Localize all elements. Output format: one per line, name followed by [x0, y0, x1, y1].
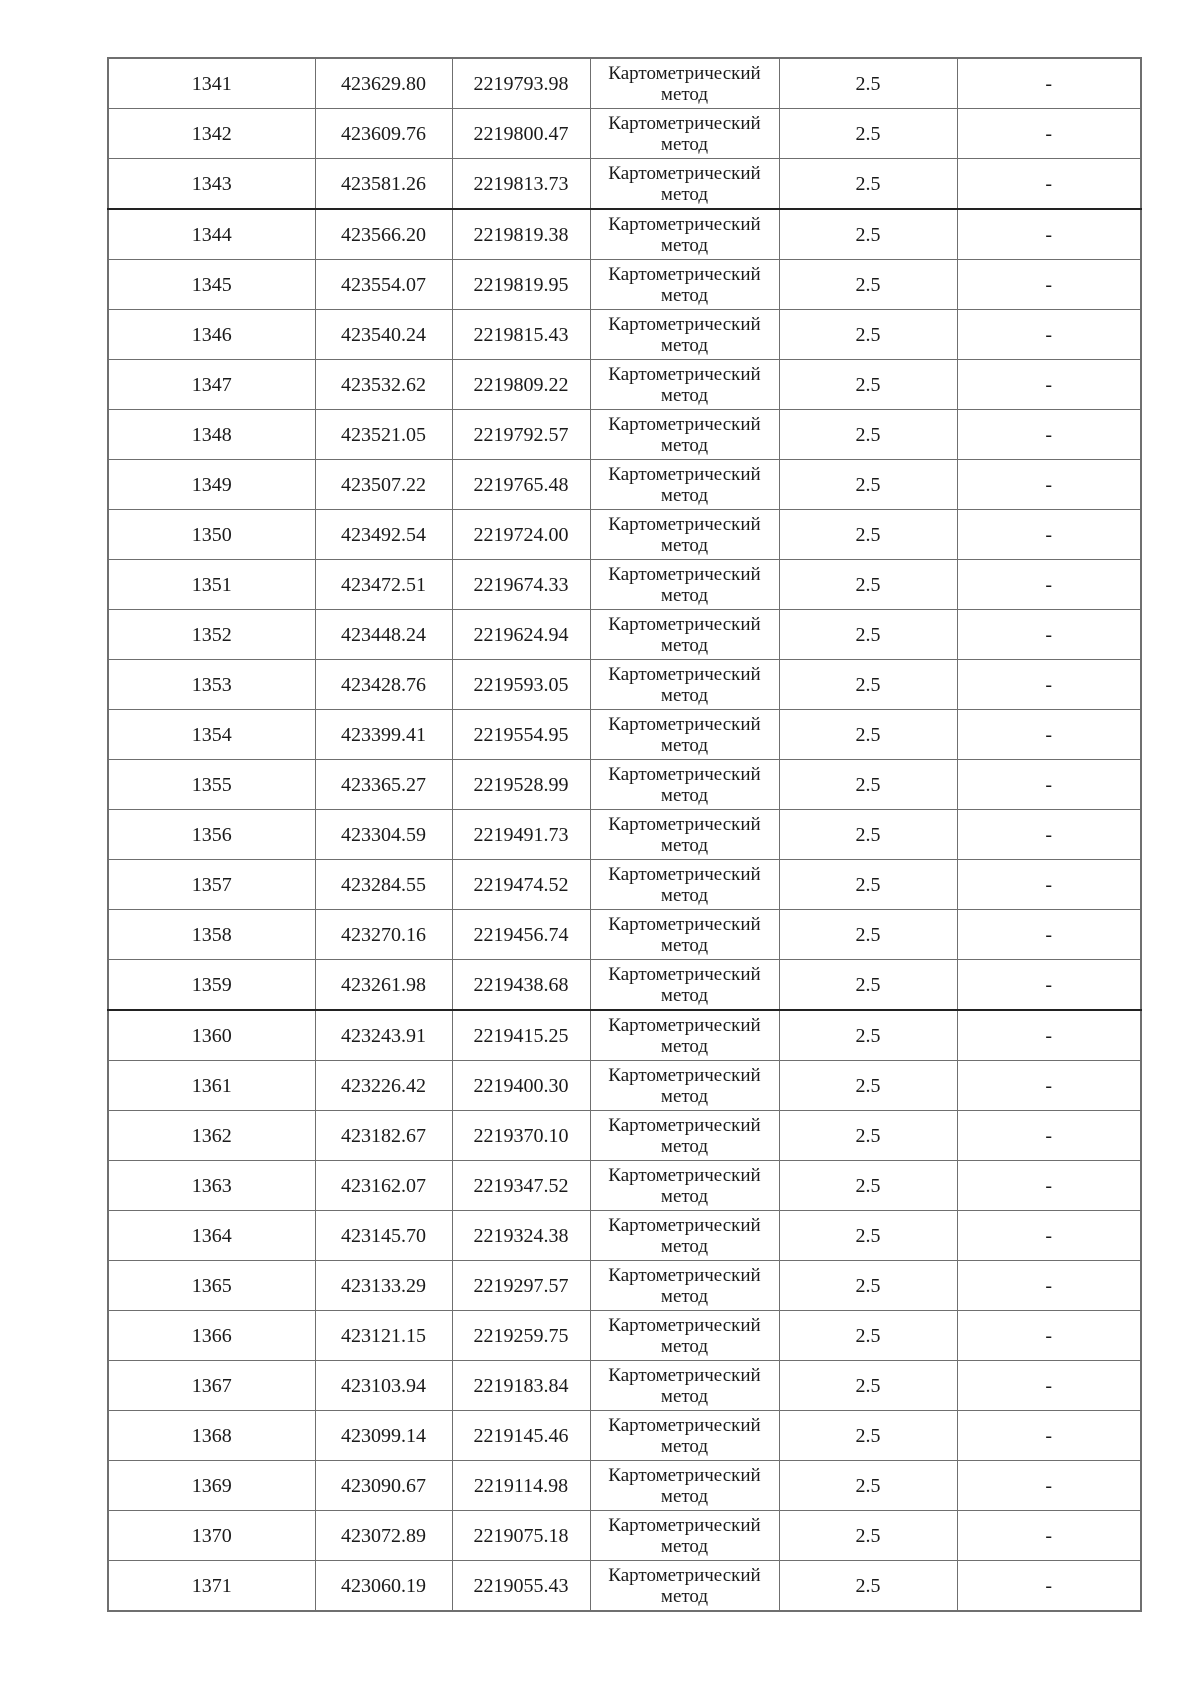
table-row	[108, 1211, 1141, 1261]
x-coordinate-cell: 423182.67	[315, 1111, 452, 1161]
point-number-cell: 1349	[108, 460, 315, 510]
method-cell: Картометрический метод	[590, 1010, 779, 1061]
method-cell: Картометрический метод	[590, 310, 779, 360]
precision-cell: 2.5	[779, 410, 957, 460]
y-coordinate-cell: 2219400.30	[452, 1061, 590, 1111]
precision-cell: 2.5	[779, 1311, 957, 1361]
precision-cell: 2.5	[779, 1261, 957, 1311]
method-cell: Картометрический метод	[590, 810, 779, 860]
precision-cell: 2.5	[779, 860, 957, 910]
point-number-cell: 1357	[108, 860, 315, 910]
point-number-cell: 1341	[108, 58, 315, 109]
table-row	[108, 510, 1141, 560]
method-cell: Картометрический метод	[590, 1461, 779, 1511]
x-coordinate-cell: 423554.07	[315, 260, 452, 310]
point-number-cell: 1347	[108, 360, 315, 410]
description-cell: -	[957, 860, 1141, 910]
table-row	[108, 1461, 1141, 1511]
description-cell: -	[957, 410, 1141, 460]
table-row	[108, 910, 1141, 960]
table-row	[108, 1111, 1141, 1161]
point-number-cell: 1359	[108, 960, 315, 1011]
table-row	[108, 1261, 1141, 1311]
table-row	[108, 410, 1141, 460]
precision-cell: 2.5	[779, 109, 957, 159]
precision-cell: 2.5	[779, 710, 957, 760]
y-coordinate-cell: 2219554.95	[452, 710, 590, 760]
description-cell: -	[957, 510, 1141, 560]
description-cell: -	[957, 660, 1141, 710]
method-cell: Картометрический метод	[590, 1161, 779, 1211]
method-cell: Картометрический метод	[590, 610, 779, 660]
method-cell: Картометрический метод	[590, 510, 779, 560]
point-number-cell: 1346	[108, 310, 315, 360]
point-number-cell: 1350	[108, 510, 315, 560]
description-cell: -	[957, 710, 1141, 760]
point-number-cell: 1358	[108, 910, 315, 960]
y-coordinate-cell: 2219765.48	[452, 460, 590, 510]
point-number-cell: 1343	[108, 159, 315, 210]
table-row	[108, 109, 1141, 159]
coordinates-table-body	[108, 58, 1141, 1611]
method-cell: Картометрический метод	[590, 860, 779, 910]
table-row	[108, 159, 1141, 210]
method-cell: Картометрический метод	[590, 1411, 779, 1461]
y-coordinate-cell: 2219819.95	[452, 260, 590, 310]
y-coordinate-cell: 2219324.38	[452, 1211, 590, 1261]
method-cell: Картометрический метод	[590, 1061, 779, 1111]
description-cell: -	[957, 310, 1141, 360]
x-coordinate-cell: 423629.80	[315, 58, 452, 109]
description-cell: -	[957, 1061, 1141, 1111]
x-coordinate-cell: 423090.67	[315, 1461, 452, 1511]
x-coordinate-cell: 423428.76	[315, 660, 452, 710]
method-cell: Картометрический метод	[590, 1561, 779, 1612]
description-cell: -	[957, 910, 1141, 960]
point-number-cell: 1364	[108, 1211, 315, 1261]
method-cell: Картометрический метод	[590, 1361, 779, 1411]
y-coordinate-cell: 2219800.47	[452, 109, 590, 159]
table-row	[108, 460, 1141, 510]
x-coordinate-cell: 423284.55	[315, 860, 452, 910]
point-number-cell: 1352	[108, 610, 315, 660]
point-number-cell: 1371	[108, 1561, 315, 1612]
precision-cell: 2.5	[779, 58, 957, 109]
precision-cell: 2.5	[779, 1161, 957, 1211]
point-number-cell: 1353	[108, 660, 315, 710]
x-coordinate-cell: 423566.20	[315, 209, 452, 260]
precision-cell: 2.5	[779, 610, 957, 660]
x-coordinate-cell: 423492.54	[315, 510, 452, 560]
method-cell: Картометрический метод	[590, 58, 779, 109]
method-cell: Картометрический метод	[590, 960, 779, 1011]
method-cell: Картометрический метод	[590, 1111, 779, 1161]
table-row	[108, 710, 1141, 760]
method-cell: Картометрический метод	[590, 560, 779, 610]
point-number-cell: 1344	[108, 209, 315, 260]
precision-cell: 2.5	[779, 1461, 957, 1511]
x-coordinate-cell: 423507.22	[315, 460, 452, 510]
precision-cell: 2.5	[779, 1411, 957, 1461]
precision-cell: 2.5	[779, 1561, 957, 1612]
precision-cell: 2.5	[779, 660, 957, 710]
method-cell: Картометрический метод	[590, 1211, 779, 1261]
x-coordinate-cell: 423521.05	[315, 410, 452, 460]
precision-cell: 2.5	[779, 460, 957, 510]
y-coordinate-cell: 2219474.52	[452, 860, 590, 910]
x-coordinate-cell: 423399.41	[315, 710, 452, 760]
method-cell: Картометрический метод	[590, 710, 779, 760]
precision-cell: 2.5	[779, 960, 957, 1011]
y-coordinate-cell: 2219593.05	[452, 660, 590, 710]
description-cell: -	[957, 960, 1141, 1011]
table-row	[108, 260, 1141, 310]
y-coordinate-cell: 2219809.22	[452, 360, 590, 410]
y-coordinate-cell: 2219145.46	[452, 1411, 590, 1461]
point-number-cell: 1348	[108, 410, 315, 460]
y-coordinate-cell: 2219491.73	[452, 810, 590, 860]
description-cell: -	[957, 760, 1141, 810]
precision-cell: 2.5	[779, 1511, 957, 1561]
description-cell: -	[957, 1511, 1141, 1561]
precision-cell: 2.5	[779, 310, 957, 360]
point-number-cell: 1366	[108, 1311, 315, 1361]
table-row	[108, 58, 1141, 109]
point-number-cell: 1369	[108, 1461, 315, 1511]
table-row	[108, 1061, 1141, 1111]
method-cell: Картометрический метод	[590, 1511, 779, 1561]
y-coordinate-cell: 2219456.74	[452, 910, 590, 960]
description-cell: -	[957, 1211, 1141, 1261]
y-coordinate-cell: 2219415.25	[452, 1010, 590, 1061]
description-cell: -	[957, 1561, 1141, 1612]
x-coordinate-cell: 423261.98	[315, 960, 452, 1011]
point-number-cell: 1363	[108, 1161, 315, 1211]
method-cell: Картометрический метод	[590, 159, 779, 210]
point-number-cell: 1368	[108, 1411, 315, 1461]
precision-cell: 2.5	[779, 760, 957, 810]
y-coordinate-cell: 2219624.94	[452, 610, 590, 660]
description-cell: -	[957, 209, 1141, 260]
y-coordinate-cell: 2219075.18	[452, 1511, 590, 1561]
table-row	[108, 1411, 1141, 1461]
y-coordinate-cell: 2219438.68	[452, 960, 590, 1011]
precision-cell: 2.5	[779, 209, 957, 260]
method-cell: Картометрический метод	[590, 209, 779, 260]
precision-cell: 2.5	[779, 560, 957, 610]
x-coordinate-cell: 423448.24	[315, 610, 452, 660]
y-coordinate-cell: 2219528.99	[452, 760, 590, 810]
y-coordinate-cell: 2219792.57	[452, 410, 590, 460]
table-row	[108, 1010, 1141, 1061]
point-number-cell: 1342	[108, 109, 315, 159]
method-cell: Картометрический метод	[590, 910, 779, 960]
x-coordinate-cell: 423145.70	[315, 1211, 452, 1261]
x-coordinate-cell: 423133.29	[315, 1261, 452, 1311]
precision-cell: 2.5	[779, 159, 957, 210]
point-number-cell: 1365	[108, 1261, 315, 1311]
table-row	[108, 1511, 1141, 1561]
point-number-cell: 1361	[108, 1061, 315, 1111]
description-cell: -	[957, 810, 1141, 860]
point-number-cell: 1356	[108, 810, 315, 860]
x-coordinate-cell: 423243.91	[315, 1010, 452, 1061]
y-coordinate-cell: 2219815.43	[452, 310, 590, 360]
y-coordinate-cell: 2219813.73	[452, 159, 590, 210]
method-cell: Картометрический метод	[590, 760, 779, 810]
description-cell: -	[957, 360, 1141, 410]
method-cell: Картометрический метод	[590, 1311, 779, 1361]
method-cell: Картометрический метод	[590, 260, 779, 310]
point-number-cell: 1345	[108, 260, 315, 310]
description-cell: -	[957, 260, 1141, 310]
x-coordinate-cell: 423099.14	[315, 1411, 452, 1461]
y-coordinate-cell: 2219793.98	[452, 58, 590, 109]
table-row	[108, 1561, 1141, 1612]
precision-cell: 2.5	[779, 260, 957, 310]
y-coordinate-cell: 2219114.98	[452, 1461, 590, 1511]
point-number-cell: 1362	[108, 1111, 315, 1161]
x-coordinate-cell: 423226.42	[315, 1061, 452, 1111]
precision-cell: 2.5	[779, 1010, 957, 1061]
description-cell: -	[957, 1161, 1141, 1211]
method-cell: Картометрический метод	[590, 410, 779, 460]
precision-cell: 2.5	[779, 510, 957, 560]
table-row	[108, 760, 1141, 810]
description-cell: -	[957, 1010, 1141, 1061]
method-cell: Картометрический метод	[590, 660, 779, 710]
x-coordinate-cell: 423609.76	[315, 109, 452, 159]
table-row	[108, 310, 1141, 360]
description-cell: -	[957, 460, 1141, 510]
precision-cell: 2.5	[779, 360, 957, 410]
precision-cell: 2.5	[779, 1061, 957, 1111]
y-coordinate-cell: 2219724.00	[452, 510, 590, 560]
description-cell: -	[957, 1111, 1141, 1161]
y-coordinate-cell: 2219347.52	[452, 1161, 590, 1211]
description-cell: -	[957, 610, 1141, 660]
y-coordinate-cell: 2219370.10	[452, 1111, 590, 1161]
point-number-cell: 1370	[108, 1511, 315, 1561]
precision-cell: 2.5	[779, 810, 957, 860]
coordinates-table	[107, 57, 1142, 1612]
table-row	[108, 610, 1141, 660]
x-coordinate-cell: 423072.89	[315, 1511, 452, 1561]
y-coordinate-cell: 2219259.75	[452, 1311, 590, 1361]
point-number-cell: 1355	[108, 760, 315, 810]
method-cell: Картометрический метод	[590, 360, 779, 410]
description-cell: -	[957, 560, 1141, 610]
y-coordinate-cell: 2219055.43	[452, 1561, 590, 1612]
description-cell: -	[957, 109, 1141, 159]
description-cell: -	[957, 1461, 1141, 1511]
precision-cell: 2.5	[779, 1211, 957, 1261]
table-row	[108, 560, 1141, 610]
y-coordinate-cell: 2219297.57	[452, 1261, 590, 1311]
point-number-cell: 1354	[108, 710, 315, 760]
method-cell: Картометрический метод	[590, 109, 779, 159]
table-row	[108, 660, 1141, 710]
x-coordinate-cell: 423103.94	[315, 1361, 452, 1411]
table-row	[108, 860, 1141, 910]
precision-cell: 2.5	[779, 910, 957, 960]
point-number-cell: 1351	[108, 560, 315, 610]
x-coordinate-cell: 423532.62	[315, 360, 452, 410]
point-number-cell: 1367	[108, 1361, 315, 1411]
table-row	[108, 960, 1141, 1011]
x-coordinate-cell: 423472.51	[315, 560, 452, 610]
y-coordinate-cell: 2219183.84	[452, 1361, 590, 1411]
table-row	[108, 810, 1141, 860]
y-coordinate-cell: 2219819.38	[452, 209, 590, 260]
description-cell: -	[957, 58, 1141, 109]
table-row	[108, 209, 1141, 260]
x-coordinate-cell: 423060.19	[315, 1561, 452, 1612]
description-cell: -	[957, 1311, 1141, 1361]
description-cell: -	[957, 159, 1141, 210]
x-coordinate-cell: 423304.59	[315, 810, 452, 860]
description-cell: -	[957, 1261, 1141, 1311]
table-row	[108, 360, 1141, 410]
precision-cell: 2.5	[779, 1111, 957, 1161]
precision-cell: 2.5	[779, 1361, 957, 1411]
point-number-cell: 1360	[108, 1010, 315, 1061]
x-coordinate-cell: 423581.26	[315, 159, 452, 210]
method-cell: Картометрический метод	[590, 460, 779, 510]
table-row	[108, 1361, 1141, 1411]
method-cell: Картометрический метод	[590, 1261, 779, 1311]
x-coordinate-cell: 423270.16	[315, 910, 452, 960]
description-cell: -	[957, 1361, 1141, 1411]
x-coordinate-cell: 423365.27	[315, 760, 452, 810]
x-coordinate-cell: 423162.07	[315, 1161, 452, 1211]
x-coordinate-cell: 423121.15	[315, 1311, 452, 1361]
table-row	[108, 1161, 1141, 1211]
y-coordinate-cell: 2219674.33	[452, 560, 590, 610]
description-cell: -	[957, 1411, 1141, 1461]
x-coordinate-cell: 423540.24	[315, 310, 452, 360]
table-row	[108, 1311, 1141, 1361]
